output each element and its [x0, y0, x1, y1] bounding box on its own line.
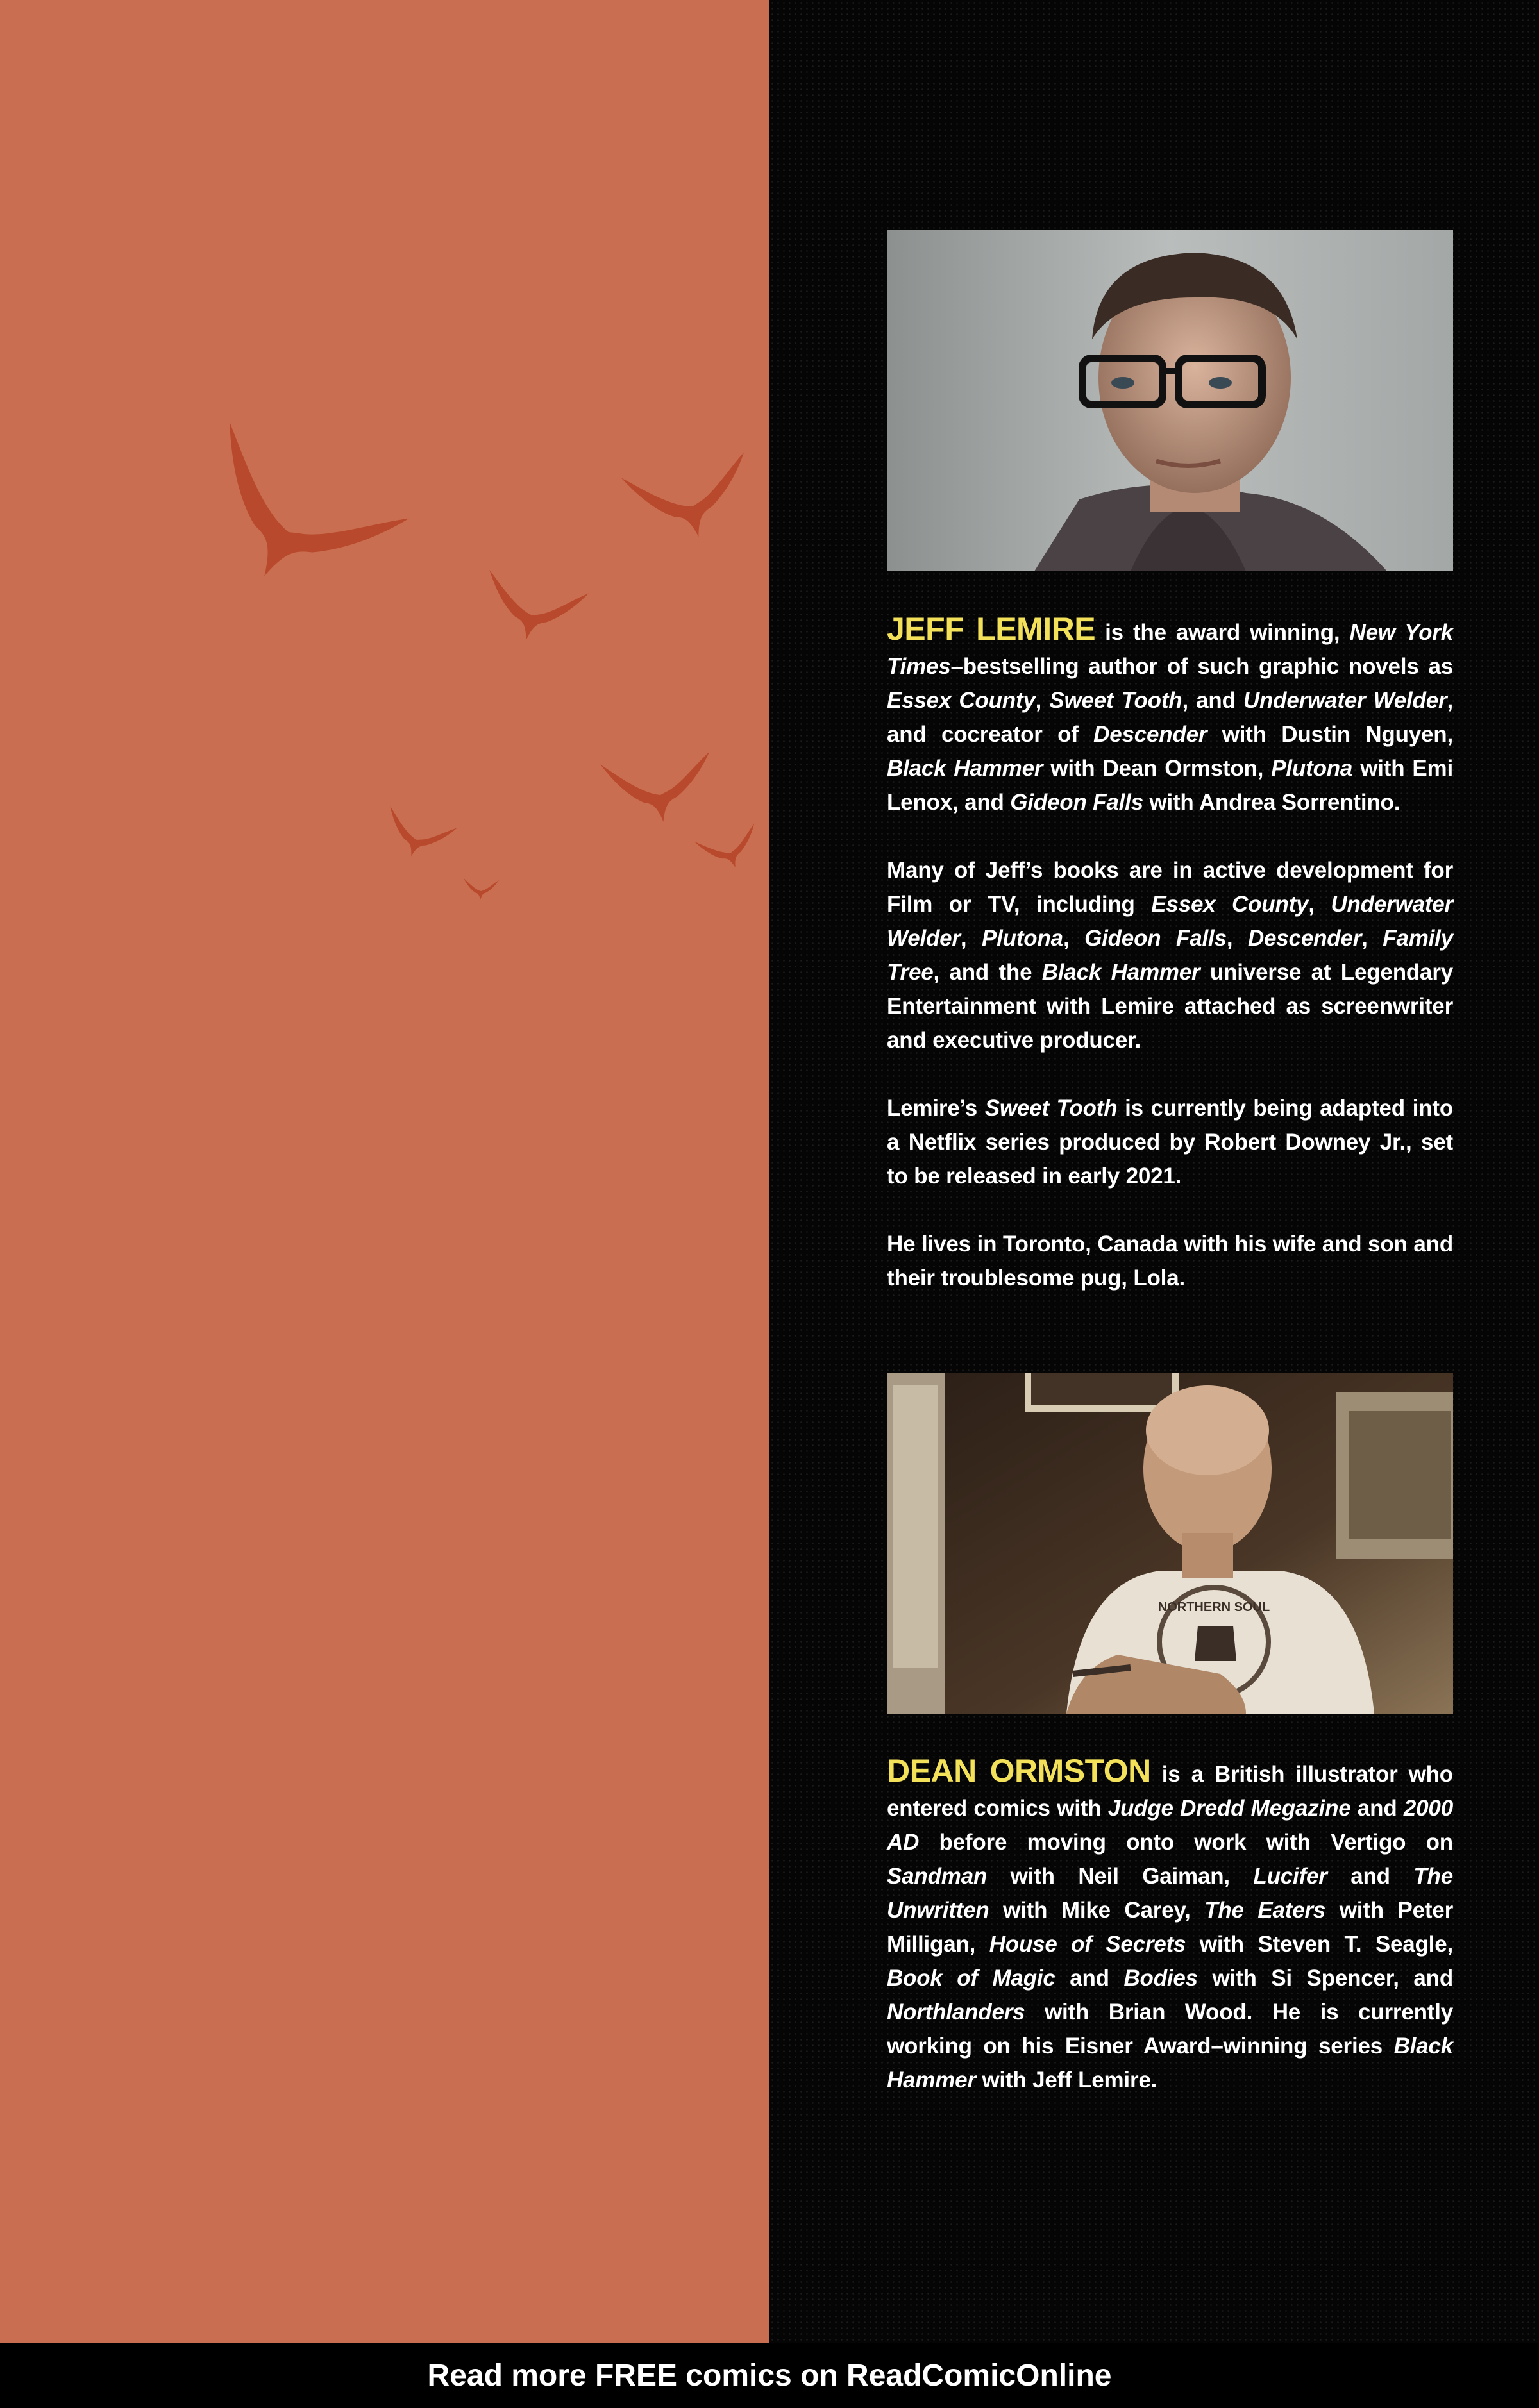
text-run: He lives in Toronto, Canada with his wife and son and their troublesome pug, Lola.	[887, 1232, 1453, 1291]
text-run: with Jeff Lemire.	[975, 2068, 1157, 2093]
italic-title: Gideon Falls	[1010, 790, 1143, 815]
author-name: DEAN ORMSTON	[887, 1753, 1151, 1789]
author-photo-dean-ormston	[887, 1373, 1453, 1714]
bio-paragraph	[887, 612, 1453, 819]
italic-title: Bodies	[1123, 1966, 1198, 1991]
italic-title: 2000 AD	[887, 1796, 1453, 1855]
bio-jeff-lemire	[887, 612, 1453, 1329]
text-run: Many of Jeff’s books are in active development for Film or TV, including	[887, 858, 1453, 917]
italic-title: Sweet Tooth	[1049, 688, 1182, 713]
text-run: and	[1055, 1966, 1124, 1991]
bio-dean-ormston	[887, 1754, 1453, 2131]
italic-title: Gideon Falls	[1084, 926, 1227, 951]
bird-silhouette	[379, 806, 458, 866]
text-run: ,	[1308, 892, 1331, 917]
author-name: JEFF LEMIRE	[887, 611, 1096, 647]
text-run: with Neil Gaiman,	[987, 1864, 1254, 1889]
italic-title: Descender	[1247, 926, 1362, 951]
author-photo-jeff-lemire	[887, 230, 1453, 571]
birds-illustration	[0, 0, 770, 1026]
text-run: with Peter Milligan,	[887, 1898, 1453, 1957]
text-run: and	[1350, 1796, 1404, 1821]
italic-title: Sandman	[887, 1864, 988, 1889]
bio-paragraph	[887, 853, 1453, 1057]
bird-silhouette	[600, 746, 719, 831]
text-run: , and the	[933, 960, 1042, 985]
bird-silhouette	[694, 820, 766, 878]
bird-silhouette	[464, 878, 499, 900]
italic-title: New York Times	[887, 620, 1453, 679]
italic-title: The Eaters	[1204, 1898, 1326, 1923]
text-run: is the award winning,	[1095, 620, 1350, 645]
italic-title: Descender	[1093, 722, 1207, 747]
italic-title: Essex County	[887, 688, 1036, 713]
italic-title: Black Hammer	[1041, 960, 1200, 985]
text-run: before moving onto work with Vertigo on	[919, 1830, 1453, 1855]
text-run: ,	[1035, 688, 1050, 713]
text-run: and	[1327, 1864, 1414, 1889]
italic-title: Plutona	[1271, 756, 1353, 781]
text-run: , and cocreator of	[887, 688, 1453, 747]
italic-title: Book of Magic	[887, 1966, 1055, 1991]
text-run: ,	[1361, 926, 1383, 951]
italic-title: Underwater Welder	[1243, 688, 1447, 713]
text-run: with Emi Lenox, and	[887, 756, 1453, 815]
text-run: universe at Legendary Entertainment with Lemire attached as screenwriter and executive producer.	[887, 960, 1454, 1053]
bird-silhouette	[478, 570, 589, 649]
text-run: ,	[1226, 926, 1248, 951]
bird-silhouette	[621, 446, 762, 552]
text-run: , and	[1182, 688, 1243, 713]
text-run: with Mike Carey,	[989, 1898, 1205, 1923]
text-run: –bestselling author of such graphic novels as	[950, 654, 1453, 679]
text-run: with Brian Wood. He is currently working on his Eisner Award–winning series	[887, 2000, 1453, 2059]
text-run: with Andrea Sorrentino.	[1143, 790, 1400, 815]
italic-title: Black Hammer	[887, 2034, 1453, 2093]
italic-title: Black Hammer	[887, 756, 1043, 781]
footer-banner: Read more FREE comics on ReadComicOnline	[0, 2343, 1539, 2408]
italic-title: Underwater Welder	[887, 892, 1453, 951]
shirt-print-text: NORTHERN SOUL	[1157, 1600, 1270, 1614]
text-run: Lemire’s	[887, 1096, 985, 1121]
text-run: is currently being adapted into a Netflix series produced by Robert Downey Jr., set to be released in early 2021.	[887, 1096, 1453, 1189]
text-run: with Steven T. Seagle,	[1186, 1932, 1453, 1957]
text-run: ,	[960, 926, 982, 951]
italic-title: Plutona	[982, 926, 1063, 951]
italic-title: Essex County	[1151, 892, 1309, 917]
text-run: ,	[1063, 926, 1085, 951]
bio-paragraph	[887, 1091, 1453, 1193]
italic-title: Sweet Tooth	[984, 1096, 1118, 1121]
italic-title: Lucifer	[1253, 1864, 1327, 1889]
italic-title: The Unwritten	[887, 1864, 1453, 1923]
italic-title: Family Tree	[887, 926, 1453, 985]
italic-title: Northlanders	[887, 2000, 1025, 2025]
text-run: with Si Spencer, and	[1197, 1966, 1453, 1991]
text-run: with Dustin Nguyen,	[1207, 722, 1453, 747]
bio-paragraph	[887, 1754, 1453, 2097]
italic-title: House of Secrets	[989, 1932, 1186, 1957]
bio-paragraph	[887, 1227, 1453, 1295]
text-run: with Dean Ormston,	[1043, 756, 1272, 781]
italic-title: Judge Dredd Megazine	[1107, 1796, 1351, 1821]
bird-silhouette	[177, 422, 414, 621]
left-color-panel	[0, 0, 770, 2343]
text-run: is a British illustrator who entered comics with	[887, 1762, 1453, 1821]
